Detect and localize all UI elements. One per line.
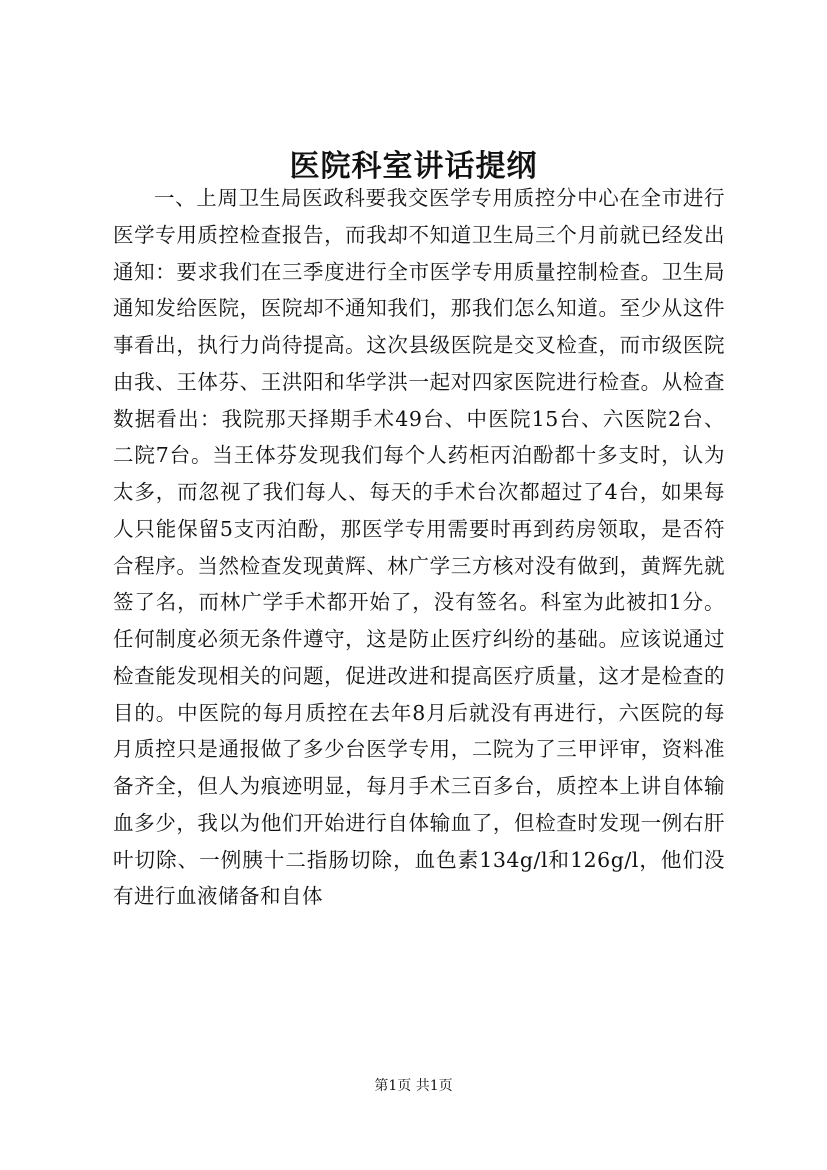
page-footer: 第1页 共1页 xyxy=(374,1078,453,1094)
document-title: 医院科室讲话提纲 xyxy=(289,149,538,184)
body-paragraph: 一、上周卫生局医政科要我交医学专用质控分中心在全市进行医学专用质控检查报告，而我却不知道卫生局三个月前就已经发出通知：要求我们在三季度进行全市医学专用质量控制检查。卫生局通知发给医院，医院却不通知我们，那我们怎么知道。至少从这件事看出，执行力尚待提高。这次县级医院是交叉检查，而市级医院由我、王体芬、王洪阳和华学洪一起对四家医院进行检查。从检查数据看出：我院那天择期手术49台、中医院15台、六医院2台、二院7台。当王体芬发现我们每个人药柜丙泊酚都十多支时，认为太多，而忽视了我们每人、每天的手术台次都超过了4台，如果每人只能保留5支丙泊酚，那医学专用需要时再到药房领取，是否符合程序。当然检查发现黄辉、林广学三方核对没有做到，黄辉先就签了名，而林广学手术都开始了，没有签名。科室为此被扣1分。任何制度必须无条件遵守，这是防止医疗纠纷的基础。应该说通过检查能发现相关的问题，促进改进和提高医疗质量，这才是检查的目的。中医院的每月质控在去年8月后就没有再进行，六医院的每月质控只是通报做了多少台医学专用，二院为了三甲评审，资料准备齐全，但人为痕迹明显，每月手术三百多台，质控本上讲自体输血多少，我以为他们开始进行自体输血了，但检查时发现一例右肝叶切除、一例胰十二指肠切除，血色素134g/l和126g/l，他们没有进行血液储备和自体 xyxy=(113,186,725,909)
